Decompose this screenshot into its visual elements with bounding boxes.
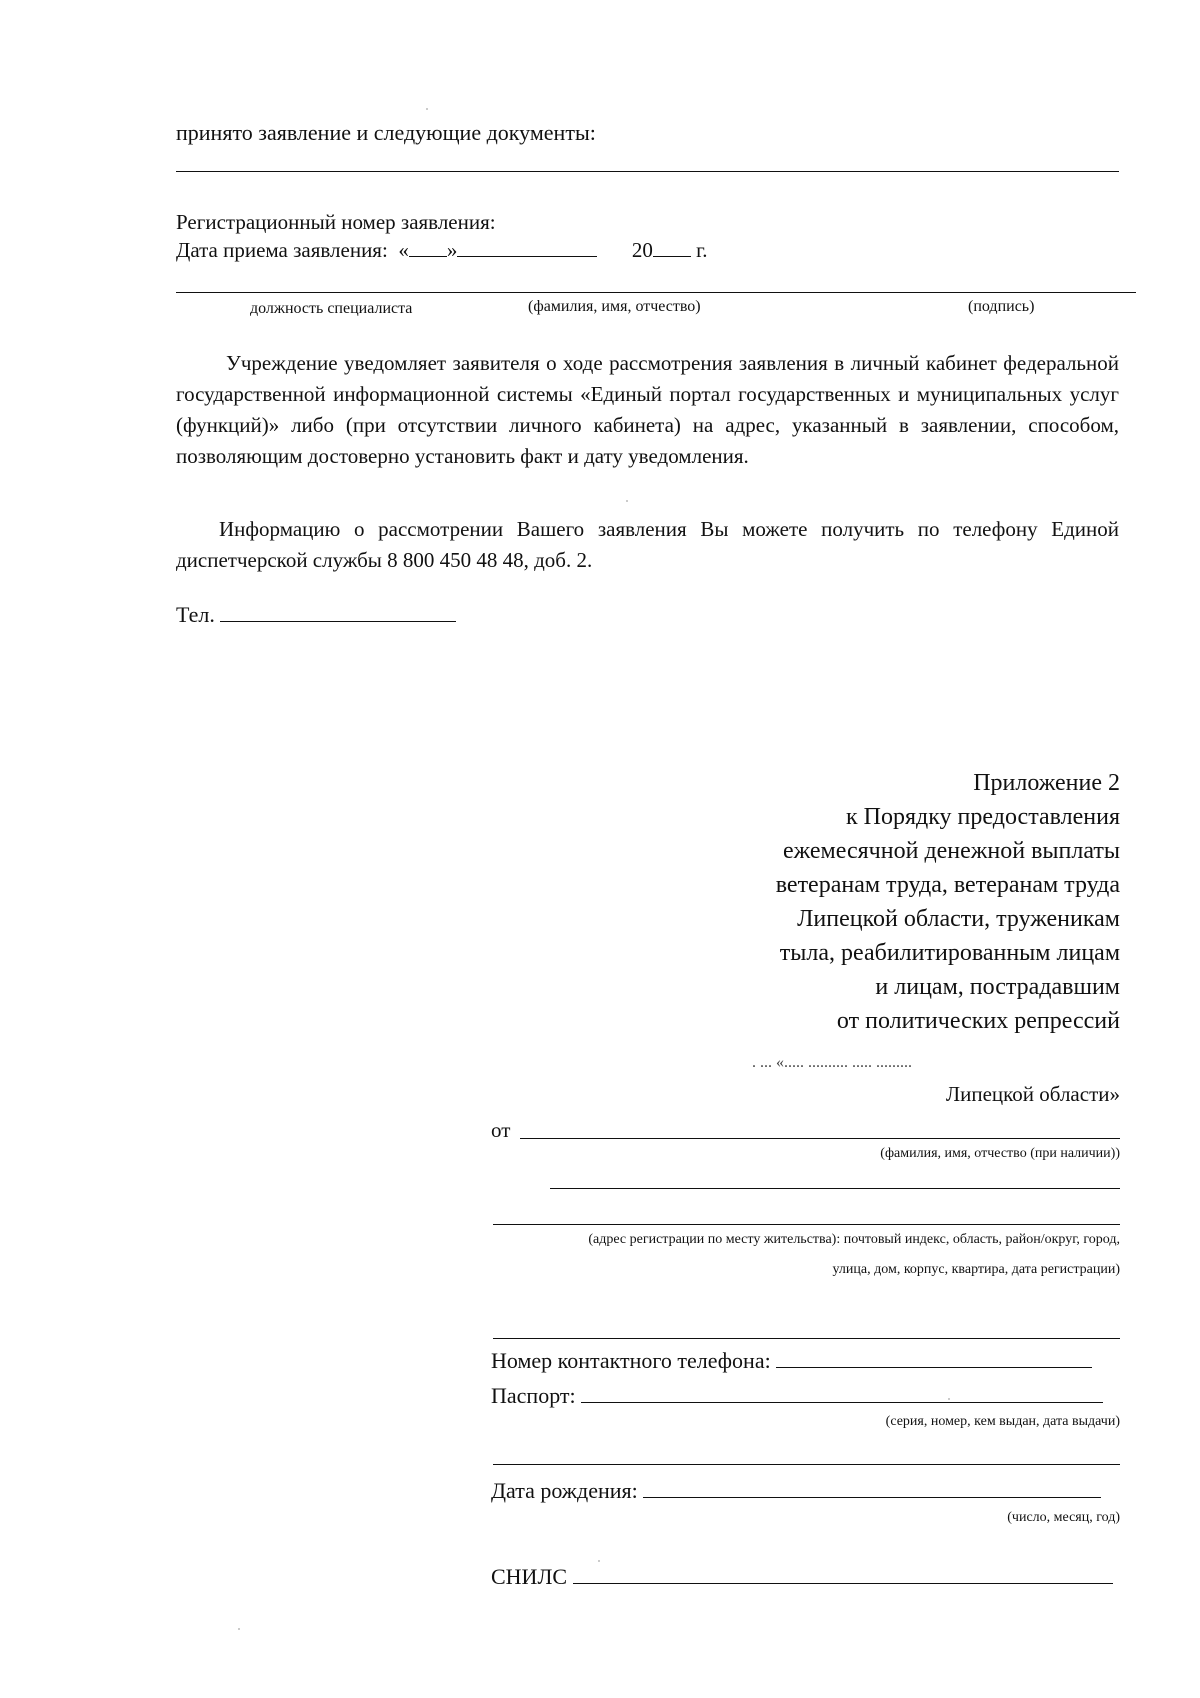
scan-speck (426, 108, 428, 110)
tel-row (176, 602, 456, 628)
addressee-dotted: . ... «..... .......... ..... ......... (752, 1054, 912, 1071)
appendix-line: и лицам, пострадавшим (875, 974, 1120, 1000)
receipt-date-row (176, 238, 708, 263)
quote-open: « (398, 238, 409, 262)
snils-label: СНИЛС (491, 1564, 568, 1589)
phone-label: Номер контактного телефона: (491, 1348, 771, 1373)
fio-field-hint: (фамилия, имя, отчество (при наличии)) (880, 1146, 1120, 1161)
birth-row (491, 1478, 1101, 1504)
appendix-line: тыла, реабилитированным лицам (779, 940, 1120, 966)
registration-number-label: Регистрационный номер заявления: (176, 210, 496, 234)
address-hint-1: (адрес регистрации по месту жительства): почтовый индекс, область, район/округ, город, (588, 1232, 1120, 1247)
appendix-header (560, 766, 1120, 1038)
tel-label: Тел. (176, 602, 215, 627)
quote-close: » (446, 238, 458, 262)
phone-blank (776, 1349, 1092, 1368)
passport-label: Паспорт: (491, 1383, 576, 1408)
address-line-2 (493, 1338, 1120, 1339)
position-hint: должность специалиста (250, 300, 413, 317)
address-hint-2: улица, дом, корпус, квартира, дата регистрации) (832, 1262, 1120, 1277)
scan-speck (598, 1560, 600, 1562)
birth-blank (643, 1479, 1101, 1498)
documents-line (176, 171, 1119, 172)
passport-blank (581, 1384, 1103, 1403)
info-paragraph: Информацию о рассмотрении Вашего заявления Вы можете получить по телефону Единой диспетчерской службы 8 800 450 48 48, доб. 2. (176, 517, 1119, 572)
fio-line-2 (550, 1188, 1120, 1189)
signature-hint: (подпись) (968, 298, 1035, 315)
receipt-date-label: Дата приема заявления: (176, 238, 388, 262)
year-blank (653, 238, 691, 257)
snils-row (491, 1564, 1113, 1590)
scan-speck (238, 1628, 240, 1630)
phone-row (491, 1348, 1092, 1374)
tel-blank (220, 603, 456, 622)
address-line (493, 1224, 1120, 1225)
appendix-line: Липецкой области, труженикам (797, 906, 1120, 932)
passport-hint: (серия, номер, кем выдан, дата выдачи) (885, 1414, 1120, 1429)
passport-row (491, 1383, 1103, 1409)
year-prefix: 20 (631, 238, 653, 262)
appendix-line: ветеранам труда, ветеранам труда (775, 872, 1120, 898)
fio-hint: (фамилия, имя, отчество) (528, 298, 701, 315)
addressee-region: Липецкой области» (945, 1082, 1120, 1106)
appendix-line: к Порядку предоставления (845, 804, 1120, 830)
passport-line-2 (493, 1464, 1120, 1465)
fio-line (520, 1138, 1120, 1139)
day-blank (409, 238, 447, 257)
appendix-line: ежемесячной денежной выплаты (782, 838, 1120, 864)
birth-label: Дата рождения: (491, 1478, 638, 1503)
scan-speck (948, 1398, 950, 1400)
appendix-line: от политических репрессий (836, 1008, 1120, 1034)
from-label: от (491, 1118, 511, 1142)
snils-blank (573, 1565, 1113, 1584)
scan-speck (626, 500, 628, 502)
month-blank (457, 238, 597, 257)
year-suffix: г. (696, 238, 708, 262)
appendix-line: Приложение 2 (973, 770, 1120, 796)
notification-paragraph: Учреждение уведомляет заявителя о ходе рассмотрения заявления в личный кабинет федеральной государственной информационной системы «Единый портал государственных и муниципальных услуг (функций)» либо (при отсутствии личного кабинета) на адрес, указанный в заявлении, способом, позволяющим достоверно установить факт и дату уведомления. (176, 351, 1119, 468)
birth-hint: (число, месяц, год) (1007, 1510, 1120, 1525)
accepted-documents-label: принято заявление и следующие документы: (176, 120, 596, 145)
signature-line (176, 292, 1136, 293)
